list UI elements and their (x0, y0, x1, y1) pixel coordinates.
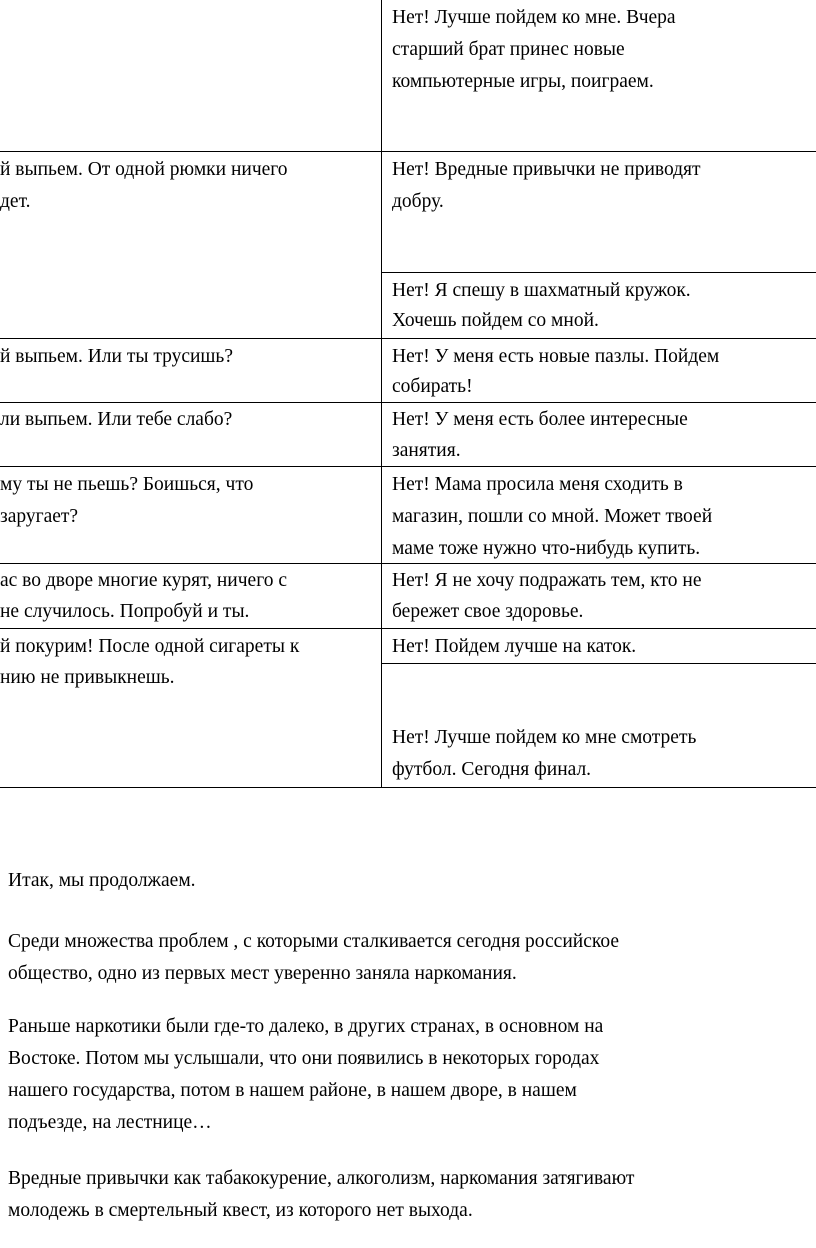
paragraph-line: молодежь в смертельный квест, из которого нет выхода. (8, 1200, 473, 1221)
table-column-divider (381, 0, 382, 788)
table-cell-right-line: Нет! Лучше пойдем ко мне смотреть (392, 727, 697, 748)
row-divider (0, 338, 816, 339)
table-cell-right-line: магазин, пошли со мной. Может твоей (392, 506, 713, 527)
table-cell-left-line: нию не привыкнешь. (0, 667, 175, 688)
row-divider (381, 151, 816, 152)
table-cell-right-line: Нет! Пойдем лучше на каток. (392, 636, 637, 657)
table-cell-left-line: му ты не пьешь? Боишься, что (0, 474, 254, 495)
paragraph-line: Итак, мы продолжаем. (8, 870, 196, 891)
table-cell-right-line: маме тоже нужно что-нибудь купить. (392, 538, 701, 559)
table-cell-right-line: Нет! Я не хочу подражать тем, кто не (392, 570, 702, 591)
table-cell-right-line: Нет! У меня есть более интересные (392, 409, 688, 430)
paragraph-line: общество, одно из первых мест уверенно заняла наркомания. (8, 963, 517, 984)
table-cell-right-line: Нет! У меня есть новые пазлы. Пойдем (392, 346, 720, 367)
table-cell-right-line: Нет! Лучше пойдем ко мне. Вчера (392, 7, 676, 28)
table-cell-right-line: Нет! Вредные привычки не приводят (392, 159, 701, 180)
paragraph-line: Востоке. Потом мы услышали, что они появились в некоторых городах (8, 1048, 600, 1069)
paragraph-line: Вредные привычки как табакокурение, алкоголизм, наркомания затягивают (8, 1168, 635, 1189)
row-divider (0, 151, 381, 152)
row-divider (381, 272, 816, 273)
table-cell-right-line: футбол. Сегодня финал. (392, 759, 592, 780)
paragraph-line: подъезде, на лестнице… (8, 1112, 212, 1133)
table-cell-left-line: не случилось. Попробуй и ты. (0, 601, 250, 622)
table-bottom-border (0, 787, 816, 788)
table-cell-left-line: й выпьем. От одной рюмки ничего (0, 159, 288, 180)
table-cell-right-line: Хочешь пойдем со мной. (392, 310, 599, 331)
table-cell-left-line: ли выпьем. Или тебе слабо? (0, 409, 233, 430)
table-cell-left-line: заругает? (0, 506, 79, 527)
table-cell-right-line: занятия. (392, 440, 461, 461)
table-cell-right-line: собирать! (392, 376, 473, 397)
table-cell-left-line: дет. (0, 191, 31, 212)
row-divider (381, 663, 816, 664)
table-cell-left-line: й покурим! После одной сигареты к (0, 636, 300, 657)
table-cell-right-line: добру. (392, 191, 444, 212)
table-cell-left-line: й выпьем. Или ты трусишь? (0, 346, 233, 367)
table-cell-right-line: бережет свое здоровье. (392, 601, 584, 622)
paragraph-line: Среди множества проблем , с которыми сталкивается сегодня российское (8, 931, 619, 952)
row-divider (0, 628, 816, 629)
table-cell-right-line: Нет! Я спешу в шахматный кружок. (392, 280, 691, 301)
paragraph-line: нашего государства, потом в нашем районе, в нашем дворе, в нашем (8, 1080, 577, 1101)
table-cell-right-line: старший брат принес новые (392, 39, 625, 60)
table-cell-right-line: компьютерные игры, поиграем. (392, 71, 654, 92)
table-cell-left-line: ас во дворе многие курят, ничего с (0, 570, 287, 591)
table-cell-right-line: Нет! Мама просила меня сходить в (392, 474, 683, 495)
paragraph-line: Раньше наркотики были где-то далеко, в других странах, в основном на (8, 1016, 604, 1037)
